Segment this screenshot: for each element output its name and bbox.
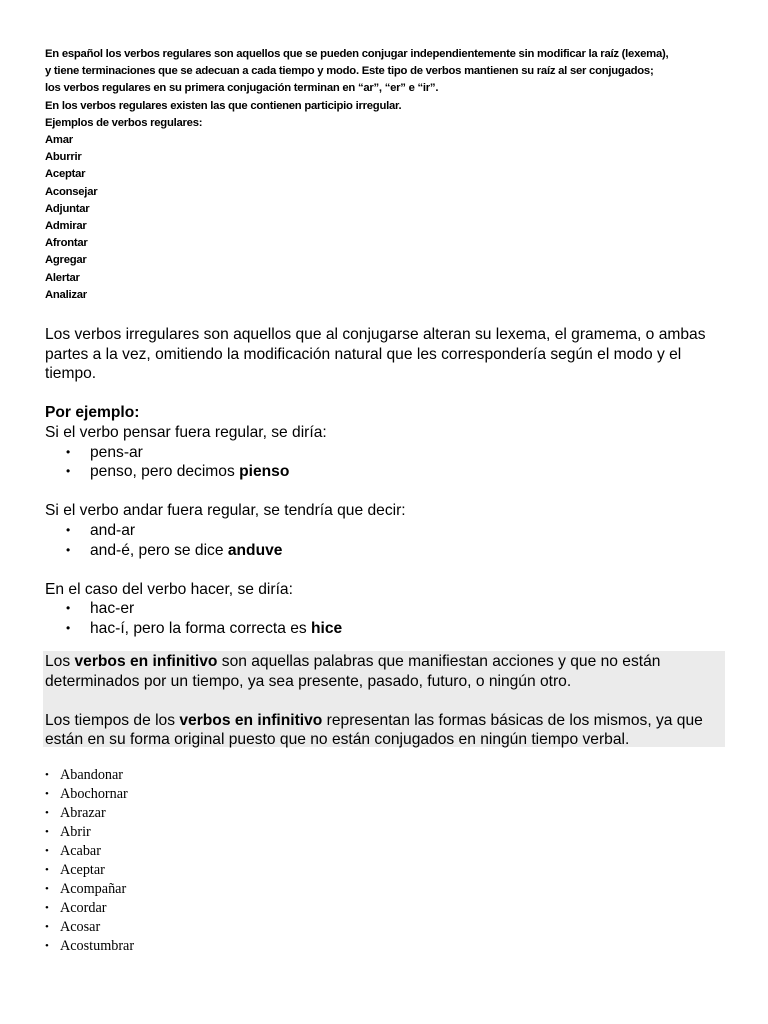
infinitive-paragraph-1 [45, 652, 725, 691]
infinitive-term: verbos en infinitivo [179, 711, 323, 729]
list-item [45, 899, 134, 918]
intro-line: En los verbos regulares existen las que contienen participio irregular. [45, 99, 402, 112]
irregular-verbs-section [45, 325, 735, 639]
infinitive-paragraph-2 [45, 711, 725, 750]
list-item-text: pens-ar [90, 443, 143, 461]
list-item-text: hac-í, pero la forma correcta es [90, 619, 312, 637]
correct-form: hice [311, 619, 343, 637]
text-run: Los tiempos de los [45, 711, 180, 729]
list-item [45, 842, 134, 861]
list-item-text: Abrir [60, 824, 91, 840]
regular-verb-item: Amar [45, 134, 73, 147]
example-heading-text: Por ejemplo: [45, 404, 140, 422]
list-item [45, 937, 134, 956]
bullet-icon: • [45, 883, 49, 895]
infinitive-section [45, 652, 725, 750]
bullet-icon: • [45, 769, 49, 781]
bullet-icon: • [45, 788, 49, 800]
bullet-icon: • [66, 542, 71, 557]
list-item [45, 804, 134, 823]
bullet-icon: • [45, 864, 49, 876]
irregular-definition: Los verbos irregulares son aquellos que al conjugarse alteran su lexema, el gramema, o ambas partes a la vez, omitiendo la modificación natural que les correspondería según el modo y el tiempo. [45, 326, 706, 383]
list-item [45, 880, 134, 899]
bullet-icon: • [66, 601, 71, 616]
list-item-text: Acompañar [60, 881, 127, 897]
bullet-icon: • [45, 940, 49, 952]
bullet-icon: • [66, 444, 71, 459]
infinitive-term: verbos en infinitivo [74, 653, 218, 670]
regular-verb-item: Aceptar [45, 168, 86, 181]
intro-line: los verbos regulares en su primera conjugación terminan en “ar”, “er” e “ir”. [45, 82, 439, 95]
list-item [45, 619, 735, 639]
correct-form: pienso [239, 463, 290, 481]
list-item [45, 861, 134, 880]
example-heading [45, 403, 735, 423]
list-item [45, 918, 134, 937]
list-item-text: hac-er [90, 600, 135, 618]
bullet-icon: • [45, 826, 49, 838]
list-item [45, 541, 735, 561]
list-item-text: Acordar [60, 900, 107, 916]
list-item-text: Acostumbrar [60, 938, 135, 954]
intro-line: y tiene terminaciones que se adecuan a cada tiempo y modo. Este tipo de verbos mantienen su raíz al ser conjugados; [45, 65, 654, 78]
regular-verb-item: Agregar [45, 254, 87, 267]
list-item-text: and-ar [90, 521, 136, 539]
infinitive-list-section [45, 766, 134, 956]
bullet-icon: • [45, 921, 49, 933]
list-item-text: and-é, pero se dice [90, 541, 228, 559]
bullet-icon: • [66, 522, 71, 537]
bullet-icon: • [45, 902, 49, 914]
list-item-text: Abochornar [60, 786, 128, 802]
list-item [45, 823, 134, 842]
hacer-list [45, 599, 735, 638]
text-run: son aquellas palabras que manifiestan acciones y que no están determinados por un tiempo, ya sea presente, pasado, futuro, o ningún otro. [45, 653, 661, 690]
list-item [45, 785, 134, 804]
regular-verb-item: Aconsejar [45, 185, 98, 198]
regular-verbs-section [45, 46, 735, 304]
infinitive-list [45, 766, 134, 956]
pensar-list [45, 443, 735, 482]
text-run: representan las formas básicas de los mismos, ya que están en su forma original puesto que no están conjugados en ningún tiempo verbal. [45, 711, 703, 749]
regular-verb-item: Analizar [45, 288, 87, 301]
list-item-text: Abrazar [60, 805, 106, 821]
bullet-icon: • [45, 807, 49, 819]
regular-verb-item: Afrontar [45, 237, 88, 250]
list-item-text: Abandonar [60, 767, 124, 783]
list-item-text: penso, pero decimos [90, 463, 240, 481]
bullet-icon: • [45, 845, 49, 857]
examples-heading: Ejemplos de verbos regulares: [45, 116, 203, 129]
intro-line: En español los verbos regulares son aquellos que se pueden conjugar independientemente sin modificar la raíz (lexema), [45, 48, 669, 60]
list-item-text: Aceptar [60, 862, 105, 878]
andar-intro: Si el verbo andar fuera regular, se tendría que decir: [45, 502, 406, 520]
andar-list [45, 521, 735, 560]
regular-verb-item: Aburrir [45, 151, 82, 164]
correct-form: anduve [227, 541, 283, 559]
list-item-text: Acabar [60, 843, 101, 859]
bullet-icon: • [66, 464, 71, 479]
list-item [45, 443, 735, 463]
text-run: Los [45, 653, 75, 670]
hacer-intro: En el caso del verbo hacer, se diría: [45, 580, 293, 598]
regular-verb-item: Alertar [45, 271, 80, 284]
regular-verb-item: Admirar [45, 220, 87, 233]
list-item [45, 462, 735, 482]
list-item [45, 521, 735, 541]
list-item [45, 599, 735, 619]
list-item-text: Acosar [60, 919, 101, 935]
bullet-icon: • [66, 620, 71, 635]
pensar-intro: Si el verbo pensar fuera regular, se diría: [45, 423, 327, 441]
regular-verb-item: Adjuntar [45, 202, 90, 215]
list-item [45, 766, 134, 785]
